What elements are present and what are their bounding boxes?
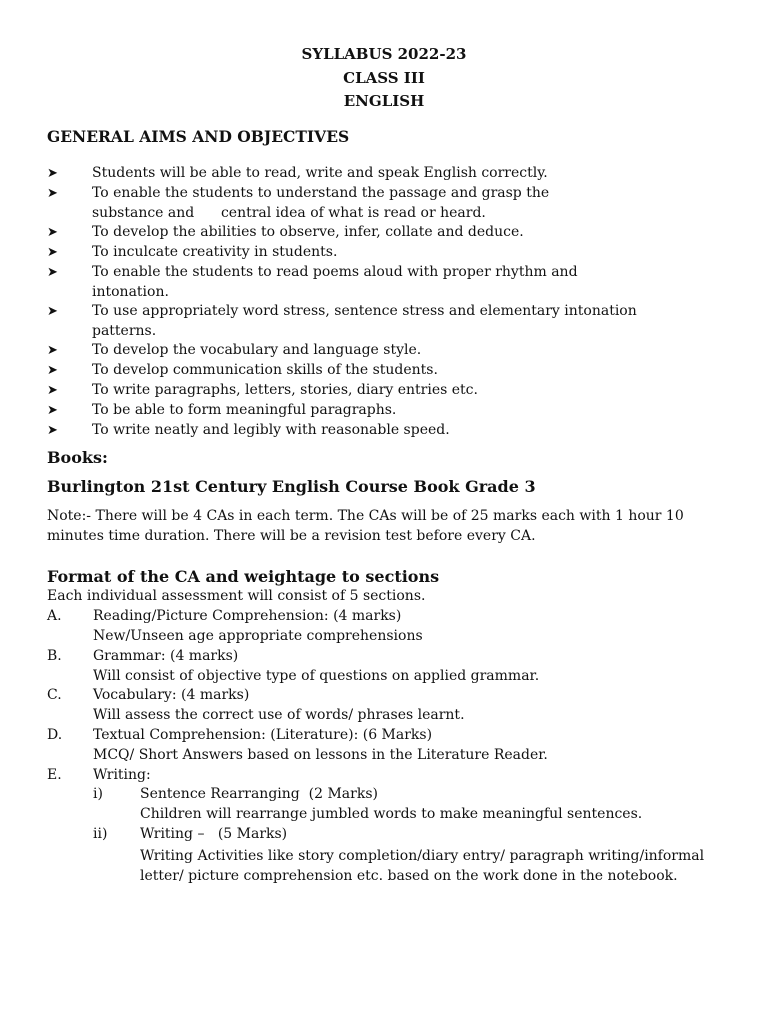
aim-text: To enable the students to understand the passage and grasp the substance and central idea of what is read or heard. xyxy=(92,185,550,221)
aim-text: To write paragraphs, letters, stories, diary entries etc. xyxy=(92,382,478,398)
arrowhead-bullet-icon: ➤ xyxy=(47,383,58,398)
section-label: A. xyxy=(47,608,62,624)
book-title: Burlington 21st Century English Course Book Grade 3 xyxy=(47,477,536,496)
aim-text: To develop the abilities to observe, infer, collate and deduce. xyxy=(92,224,524,240)
arrowhead-bullet-icon: ➤ xyxy=(47,343,58,358)
subsection-desc: Children will rearrange jumbled words to make meaningful sentences. xyxy=(140,806,643,822)
arrowhead-bullet-icon: ➤ xyxy=(47,423,58,438)
section-title: Grammar: (4 marks) xyxy=(93,648,239,664)
section-label: B. xyxy=(47,648,62,664)
section-desc: MCQ/ Short Answers based on lessons in the Literature Reader. xyxy=(93,747,548,763)
subsection-label: i) xyxy=(93,786,103,802)
section-desc: Will consist of objective type of questions on applied grammar. xyxy=(93,668,540,684)
subsection-desc: Writing Activities like story completion/diary entry/ paragraph writing/informal letter/ picture comprehension etc. based on the work done in the notebook. xyxy=(140,848,705,884)
subject-title: ENGLISH xyxy=(343,92,425,110)
aim-text: To write neatly and legibly with reasonable speed. xyxy=(92,422,450,438)
aim-text: To inculcate creativity in students. xyxy=(92,244,338,260)
note-paragraph: Note:- There will be 4 CAs in each term. The CAs will be of 25 marks each with 1 hour 10 minutes time duration. There will be a revision test before every CA. xyxy=(47,508,684,544)
section-label: C. xyxy=(47,687,62,703)
section-title: Vocabulary: (4 marks) xyxy=(93,687,250,703)
section-desc: Will assess the correct use of words/ phrases learnt. xyxy=(93,707,465,723)
subsection-title: Sentence Rearranging (2 Marks) xyxy=(140,786,378,802)
aim-text: To develop communication skills of the students. xyxy=(92,362,438,378)
format-intro: Each individual assessment will consist of 5 sections. xyxy=(47,588,426,604)
aim-text: To use appropriately word stress, sentence stress and elementary intonation patterns. xyxy=(92,303,637,339)
class-title: CLASS III xyxy=(343,69,425,87)
arrowhead-bullet-icon: ➤ xyxy=(47,166,58,181)
aim-text: To develop the vocabulary and language style. xyxy=(92,342,422,358)
section-title: Writing: xyxy=(93,767,151,783)
subsection-label: ii) xyxy=(93,826,108,842)
section-title: Textual Comprehension: (Literature): (6 Marks) xyxy=(93,727,433,743)
aims-heading: GENERAL AIMS AND OBJECTIVES xyxy=(47,127,350,146)
aim-text: To be able to form meaningful paragraphs. xyxy=(92,402,397,418)
arrowhead-bullet-icon: ➤ xyxy=(47,186,58,201)
section-desc: New/Unseen age appropriate comprehensions xyxy=(93,628,423,644)
arrowhead-bullet-icon: ➤ xyxy=(47,403,58,418)
section-label: D. xyxy=(47,727,63,743)
arrowhead-bullet-icon: ➤ xyxy=(47,304,58,319)
arrowhead-bullet-icon: ➤ xyxy=(47,225,58,240)
section-title: Reading/Picture Comprehension: (4 marks) xyxy=(93,608,402,624)
arrowhead-bullet-icon: ➤ xyxy=(47,363,58,378)
books-heading: Books: xyxy=(47,448,108,467)
format-heading: Format of the CA and weightage to sections xyxy=(47,567,440,586)
syllabus-title: SYLLABUS 2022-23 xyxy=(301,45,467,63)
aim-text: Students will be able to read, write and speak English correctly. xyxy=(92,165,548,181)
subsection-title: Writing – (5 Marks) xyxy=(140,826,288,842)
aim-text: To enable the students to read poems aloud with proper rhythm and intonation. xyxy=(92,264,578,300)
arrowhead-bullet-icon: ➤ xyxy=(47,265,58,280)
arrowhead-bullet-icon: ➤ xyxy=(47,245,58,260)
section-label: E. xyxy=(47,767,62,783)
